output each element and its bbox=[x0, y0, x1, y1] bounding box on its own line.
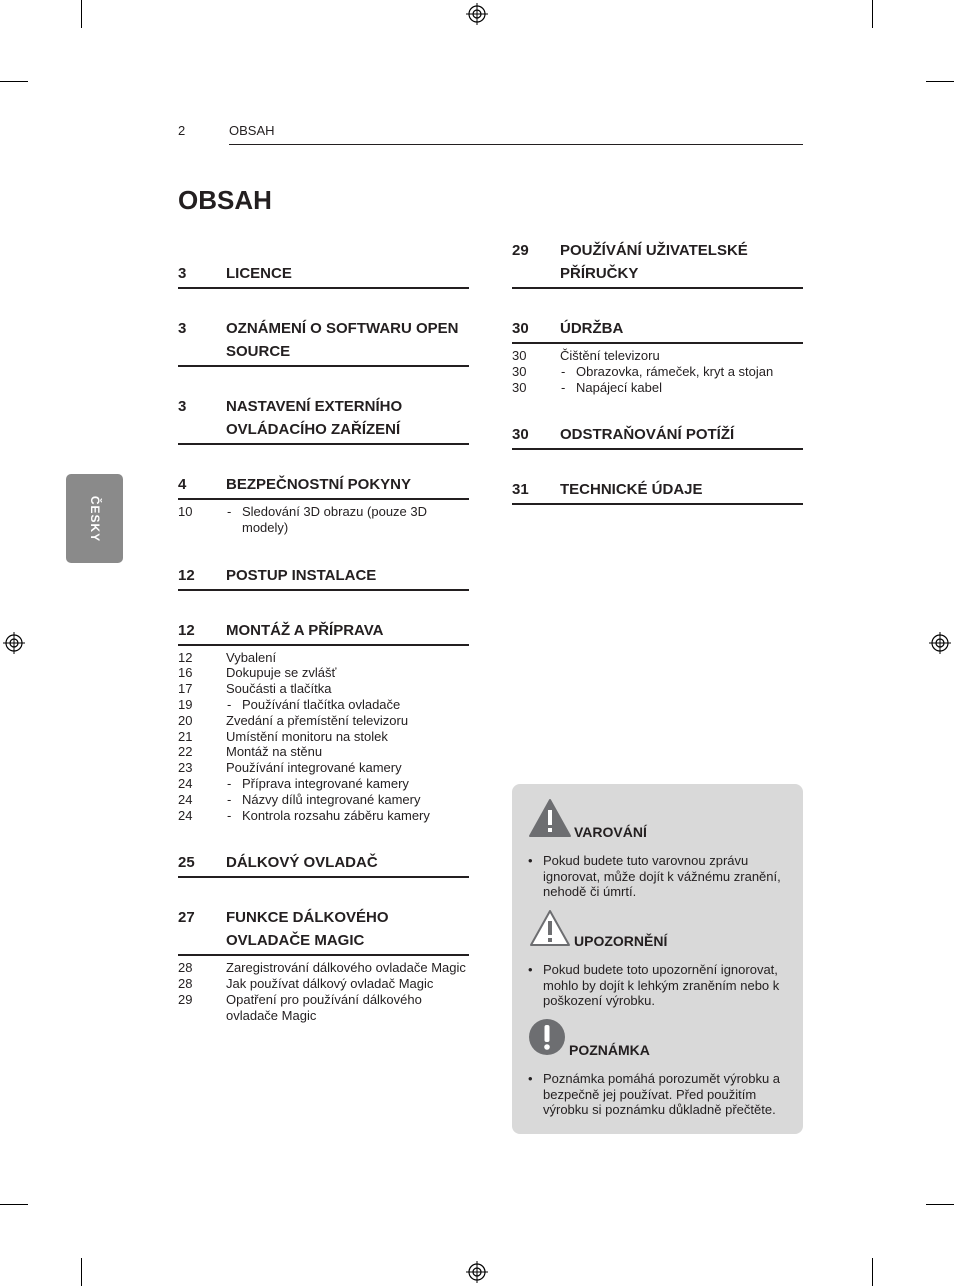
toc-section bbox=[178, 851, 469, 878]
sub-item-dash: - bbox=[561, 379, 566, 395]
toc-item[interactable] bbox=[512, 364, 803, 380]
toc-item-page: 28 bbox=[178, 960, 193, 976]
toc-section bbox=[178, 262, 469, 289]
toc-item-page: 24 bbox=[178, 807, 193, 823]
toc-section-title: LICENCE bbox=[226, 265, 292, 282]
crop-mark bbox=[872, 0, 873, 28]
sub-item-dash: - bbox=[227, 504, 232, 519]
toc-section-page: 12 bbox=[178, 621, 195, 639]
toc-item-list bbox=[512, 348, 803, 395]
toc-section-heading[interactable] bbox=[178, 395, 469, 445]
toc-item-text: Zvedání a přemístění televizoru bbox=[226, 712, 409, 728]
language-tab-label: ČESKY bbox=[87, 495, 102, 542]
toc-section-heading[interactable] bbox=[512, 239, 803, 289]
toc-item[interactable] bbox=[178, 729, 469, 745]
registration-mark-icon bbox=[466, 1261, 488, 1283]
toc-item[interactable] bbox=[178, 960, 469, 976]
toc-item-text: Vybalení bbox=[226, 649, 277, 665]
toc-section-page: 3 bbox=[178, 320, 187, 337]
toc-section-title: FUNKCE DÁLKOVÉHO OVLADAČE MAGIC bbox=[226, 909, 389, 950]
bullet: • bbox=[528, 853, 533, 868]
toc-item-page: 30 bbox=[512, 363, 527, 379]
crop-mark bbox=[926, 1204, 954, 1205]
language-tab bbox=[66, 474, 123, 563]
toc-section-page: 25 bbox=[178, 854, 195, 872]
crop-mark bbox=[0, 1204, 28, 1205]
toc-item-page: 21 bbox=[178, 728, 193, 744]
toc-section-title: DÁLKOVÝ OVLADAČ bbox=[226, 854, 378, 872]
toc-section-title: POSTUP INSTALACE bbox=[226, 566, 377, 584]
toc-item[interactable] bbox=[178, 665, 469, 681]
toc-section bbox=[512, 317, 803, 395]
toc-item[interactable] bbox=[178, 976, 469, 992]
toc-section-page: 30 bbox=[512, 320, 529, 337]
toc-item[interactable] bbox=[178, 713, 469, 729]
notice-title: UPOZORNĚNÍ bbox=[574, 933, 668, 949]
toc-left-column bbox=[178, 262, 469, 1052]
toc-item-page: 29 bbox=[178, 991, 193, 1007]
toc-item[interactable] bbox=[178, 992, 469, 1024]
toc-section bbox=[178, 317, 469, 367]
toc-section-page: 29 bbox=[512, 242, 529, 259]
notice-title: POZNÁMKA bbox=[569, 1042, 650, 1058]
toc-section-page: 3 bbox=[178, 398, 187, 415]
toc-section-heading[interactable] bbox=[178, 317, 469, 367]
note-exclamation-circle-icon bbox=[528, 1018, 566, 1056]
toc-item-page: 30 bbox=[512, 379, 527, 395]
bullet: • bbox=[528, 962, 533, 977]
toc-section-heading[interactable] bbox=[512, 317, 803, 344]
page-title: OBSAH bbox=[178, 185, 272, 215]
registration-mark-icon bbox=[3, 632, 25, 654]
toc-section-heading[interactable] bbox=[178, 262, 469, 289]
toc-item-page: 19 bbox=[178, 696, 193, 712]
toc-item-text: Názvy dílů integrované kamery bbox=[242, 791, 421, 807]
toc-item-text: Součásti a tlačítka bbox=[226, 681, 332, 697]
toc-item-page: 22 bbox=[178, 744, 193, 760]
toc-section-page: 30 bbox=[512, 426, 529, 444]
toc-item-page: 28 bbox=[178, 976, 193, 992]
toc-item-page: 30 bbox=[512, 348, 527, 363]
toc-item-text: Používání integrované kamery bbox=[226, 760, 402, 776]
toc-item-text: Používání tlačítka ovladače bbox=[242, 696, 401, 712]
toc-section bbox=[178, 619, 469, 824]
toc-item-text: Umístění monitoru na stolek bbox=[226, 728, 388, 744]
notice-title: VAROVÁNÍ bbox=[574, 824, 647, 840]
toc-section-heading[interactable] bbox=[512, 423, 803, 450]
crop-mark bbox=[926, 81, 954, 82]
toc-section-heading[interactable] bbox=[512, 478, 803, 505]
toc-item-text: Kontrola rozsahu záběru kamery bbox=[242, 807, 430, 823]
sub-item-dash: - bbox=[227, 775, 232, 791]
toc-section-title: MONTÁŽ A PŘÍPRAVA bbox=[226, 621, 384, 639]
toc-section-page: 12 bbox=[178, 566, 195, 584]
toc-section-heading[interactable] bbox=[178, 619, 469, 646]
toc-right-column bbox=[512, 239, 803, 533]
toc-section bbox=[178, 564, 469, 591]
sub-item-dash: - bbox=[561, 363, 566, 379]
toc-section-title: OZNÁMENÍ O SOFTWARU OPEN SOURCE bbox=[226, 320, 459, 360]
toc-item-page: 24 bbox=[178, 791, 193, 807]
toc-section bbox=[178, 395, 469, 445]
toc-item-text: Napájecí kabel bbox=[576, 379, 662, 395]
toc-section-heading[interactable] bbox=[178, 906, 469, 956]
toc-item[interactable] bbox=[178, 776, 469, 792]
sub-item-dash: - bbox=[227, 791, 232, 807]
toc-item-page: 24 bbox=[178, 775, 193, 791]
toc-section-page: 27 bbox=[178, 909, 195, 927]
caution-outline-triangle-icon bbox=[528, 908, 572, 948]
header-rule bbox=[229, 144, 803, 145]
toc-item[interactable] bbox=[178, 760, 469, 776]
crop-mark bbox=[81, 0, 82, 28]
toc-item-list bbox=[178, 504, 469, 536]
toc-item-page: 20 bbox=[178, 712, 193, 728]
toc-section-page: 3 bbox=[178, 265, 187, 282]
toc-item[interactable] bbox=[178, 744, 469, 760]
toc-item-text: Dokupuje se zvlášť bbox=[226, 665, 337, 681]
toc-item[interactable] bbox=[178, 792, 469, 808]
toc-item-list bbox=[178, 650, 469, 824]
sub-item-dash: - bbox=[227, 696, 232, 712]
crop-mark bbox=[872, 1258, 873, 1286]
toc-section-title: NASTAVENÍ EXTERNÍHO OVLÁDACÍHO ZAŘÍZENÍ bbox=[226, 398, 403, 438]
notice-text: Poznámka pomáhá porozumět výrobku a bezpečně jej používat. Před použitím výrobku si poznámku důkladně přečtěte. bbox=[543, 1071, 781, 1117]
bullet: • bbox=[528, 1071, 533, 1086]
toc-item[interactable] bbox=[512, 348, 803, 364]
toc-item-text: Opatření pro používání dálkového ovladače Magic bbox=[226, 991, 422, 1023]
toc-item[interactable] bbox=[178, 697, 469, 713]
toc-item[interactable] bbox=[178, 650, 469, 666]
toc-item-text: Jak používat dálkový ovladač Magic bbox=[226, 976, 434, 992]
toc-section bbox=[512, 239, 803, 289]
crop-mark bbox=[0, 81, 28, 82]
toc-section-heading[interactable] bbox=[178, 564, 469, 591]
toc-item-page: 16 bbox=[178, 665, 193, 681]
toc-section-page: 31 bbox=[512, 481, 529, 499]
toc-item-list bbox=[178, 960, 469, 1023]
toc-section bbox=[512, 423, 803, 450]
toc-section-title: TECHNICKÉ ÚDAJE bbox=[560, 481, 703, 499]
toc-item[interactable] bbox=[512, 380, 803, 396]
crop-mark bbox=[81, 1258, 82, 1286]
toc-item-text: Sledování 3D obrazu (pouze 3D modely) bbox=[242, 504, 428, 535]
toc-item[interactable] bbox=[178, 808, 469, 824]
notice-text: Pokud budete tuto varovnou zprávu ignorovat, může dojít k vážnému zranění, nehodě či úmrtí. bbox=[543, 853, 781, 899]
page-number: 2 bbox=[178, 123, 186, 138]
toc-section-heading[interactable] bbox=[178, 473, 469, 500]
toc-section-heading[interactable] bbox=[178, 851, 469, 878]
toc-section-title: BEZPEČNOSTNÍ POKYNY bbox=[226, 476, 412, 493]
toc-item-text: Zaregistrování dálkového ovladače Magic bbox=[226, 960, 466, 976]
registration-mark-icon bbox=[929, 632, 951, 654]
toc-item-text: Montáž na stěnu bbox=[226, 744, 323, 760]
running-header: OBSAH bbox=[229, 123, 275, 138]
toc-item-page: 10 bbox=[178, 504, 193, 519]
toc-item-page: 17 bbox=[178, 681, 193, 697]
toc-item[interactable] bbox=[178, 504, 469, 536]
sub-item-dash: - bbox=[227, 807, 232, 823]
warning-filled-triangle-icon bbox=[528, 798, 572, 838]
toc-section-page: 4 bbox=[178, 476, 187, 493]
notice-text: Pokud budete toto upozornění ignorovat, mohlo by dojít k lehkým zraněním nebo k poškození výrobku. bbox=[543, 962, 780, 1008]
toc-item-text: Čištění televizoru bbox=[560, 348, 660, 363]
notice-box bbox=[512, 784, 803, 1134]
toc-item-text: Příprava integrované kamery bbox=[242, 775, 409, 791]
toc-item[interactable] bbox=[178, 681, 469, 697]
toc-section bbox=[178, 473, 469, 536]
toc-item-page: 23 bbox=[178, 760, 193, 776]
toc-section-title: ODSTRAŇOVÁNÍ POTÍŽÍ bbox=[560, 426, 735, 444]
toc-section bbox=[512, 478, 803, 505]
toc-section bbox=[178, 906, 469, 1023]
toc-item-page: 12 bbox=[178, 649, 193, 665]
registration-mark-icon bbox=[466, 3, 488, 25]
toc-section-title: ÚDRŽBA bbox=[560, 320, 624, 337]
toc-section-title: POUŽÍVÁNÍ UŽIVATELSKÉ PŘÍRUČKY bbox=[560, 242, 748, 282]
toc-item-text: Obrazovka, rámeček, kryt a stojan bbox=[576, 363, 774, 379]
